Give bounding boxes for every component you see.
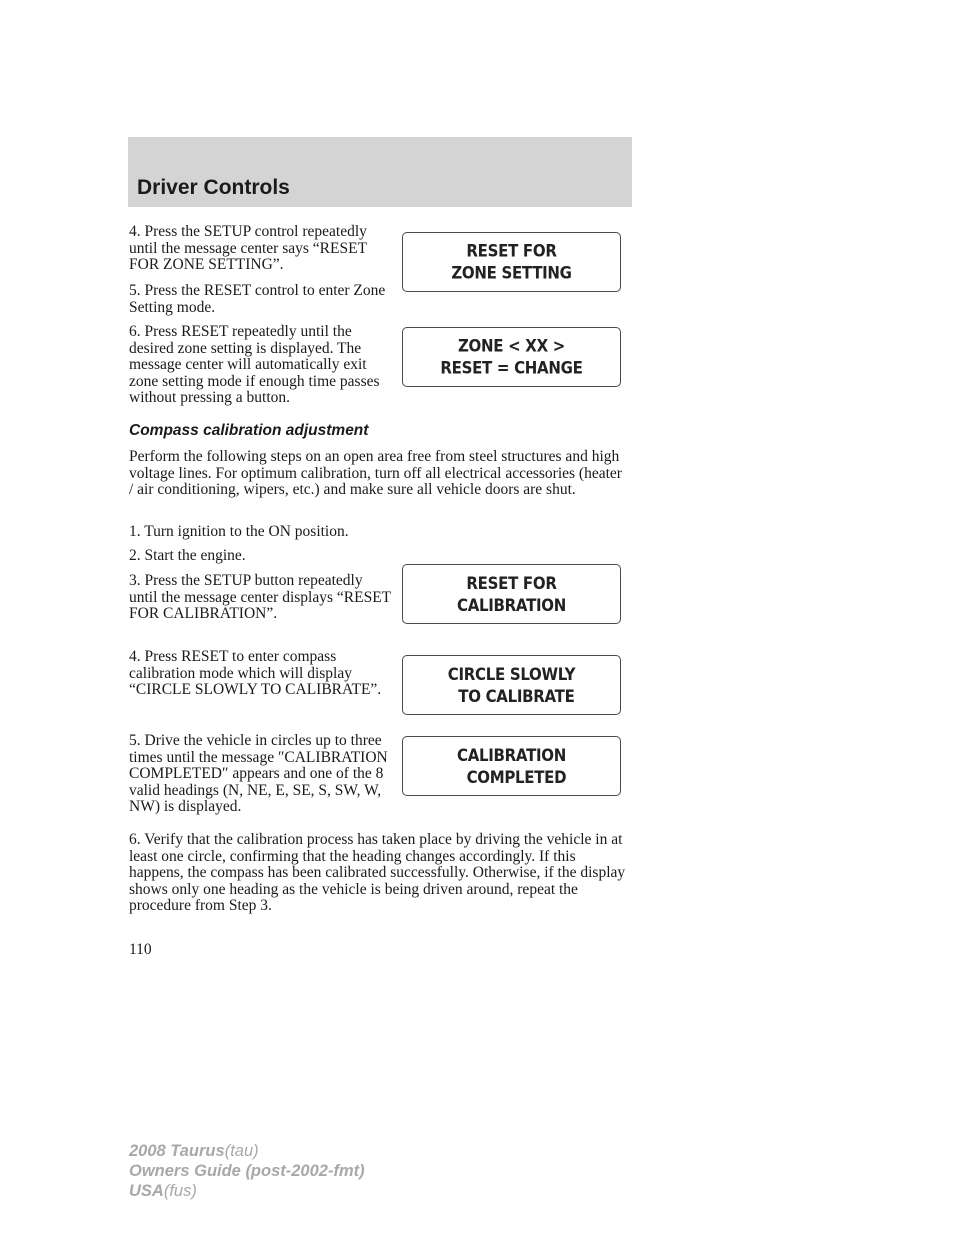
- footer-model: 2008 Taurus: [129, 1142, 225, 1160]
- display-line-1: CIRCLE SLOWLY: [447, 663, 576, 685]
- display-line-1: RESET FOR: [466, 240, 557, 262]
- footer-region-line: [129, 1182, 197, 1201]
- message-center-display-zone-change: [402, 327, 621, 387]
- display-line-2: RESET = CHANGE: [440, 357, 583, 379]
- calibration-step-6: 6. Verify that the calibration process has taken place by driving the vehicle in at least one circle, confirming that the heading changes accordingly. If this happens, the compass has been calibrated successfully. Otherwise, if the display shows only one heading as the vehicle is being driven around, repeat the procedure from Step 3.: [129, 831, 626, 915]
- calibration-intro: Perform the following steps on an open area free from steel structures and high voltage lines. For optimum calibration, turn off all electrical accessories (heater / air conditioning, wipers, etc.) and make sure all vehicle doors are shut.: [129, 448, 622, 499]
- calibration-step-3: 3. Press the SETUP button repeatedly until the message center displays “RESET FOR CALIBRATION”.: [129, 572, 391, 623]
- display-line-2: ZONE SETTING: [451, 262, 572, 284]
- section-title: Driver Controls: [137, 176, 290, 199]
- message-center-display-calibration-completed: [402, 736, 621, 796]
- calibration-step-4: 4. Press RESET to enter compass calibration mode which will display “CIRCLE SLOWLY TO CALIBRATE”.: [129, 648, 382, 699]
- footer-model-code: (tau): [224, 1142, 259, 1160]
- footer-region: USA: [129, 1182, 164, 1200]
- message-center-display-reset-calibration: [402, 564, 621, 624]
- calibration-heading: Compass calibration adjustment: [129, 422, 369, 439]
- message-center-display-circle-slowly: [402, 655, 621, 715]
- zone-step-5: 5. Press the RESET control to enter Zone Setting mode.: [129, 282, 386, 316]
- display-line-2: CALIBRATION: [456, 594, 566, 616]
- calibration-step-5: 5. Drive the vehicle in circles up to three times until the message ″CALIBRATION COMPLETED″ appears and one of the 8 valid headings (N, NE, E, SE, S, SW, W, NW) is displayed.: [129, 732, 388, 816]
- footer-guide: Owners Guide (post-2002-fmt): [129, 1162, 365, 1180]
- footer-guide-line: [129, 1162, 365, 1181]
- calibration-step-2: 2. Start the engine.: [129, 547, 246, 564]
- display-line-1: ZONE < XX >: [457, 335, 566, 357]
- display-line-1: RESET FOR: [466, 572, 557, 594]
- display-line-2: COMPLETED: [456, 766, 567, 788]
- display-line-2: TO CALIBRATE: [448, 685, 575, 707]
- page-number: 110: [129, 941, 152, 958]
- footer-model-line: [129, 1142, 259, 1161]
- zone-step-6: 6. Press RESET repeatedly until the desired zone setting is displayed. The message center will automatically exit zone setting mode if enough time passes without pressing a button.: [129, 323, 380, 407]
- display-line-1: CALIBRATION: [456, 744, 566, 766]
- calibration-step-1: 1. Turn ignition to the ON position.: [129, 523, 349, 540]
- message-center-display-reset-zone: [402, 232, 621, 292]
- footer-region-code: (fus): [163, 1182, 197, 1200]
- zone-step-4: 4. Press the SETUP control repeatedly until the message center says “RESET FOR ZONE SETTING”.: [129, 223, 367, 274]
